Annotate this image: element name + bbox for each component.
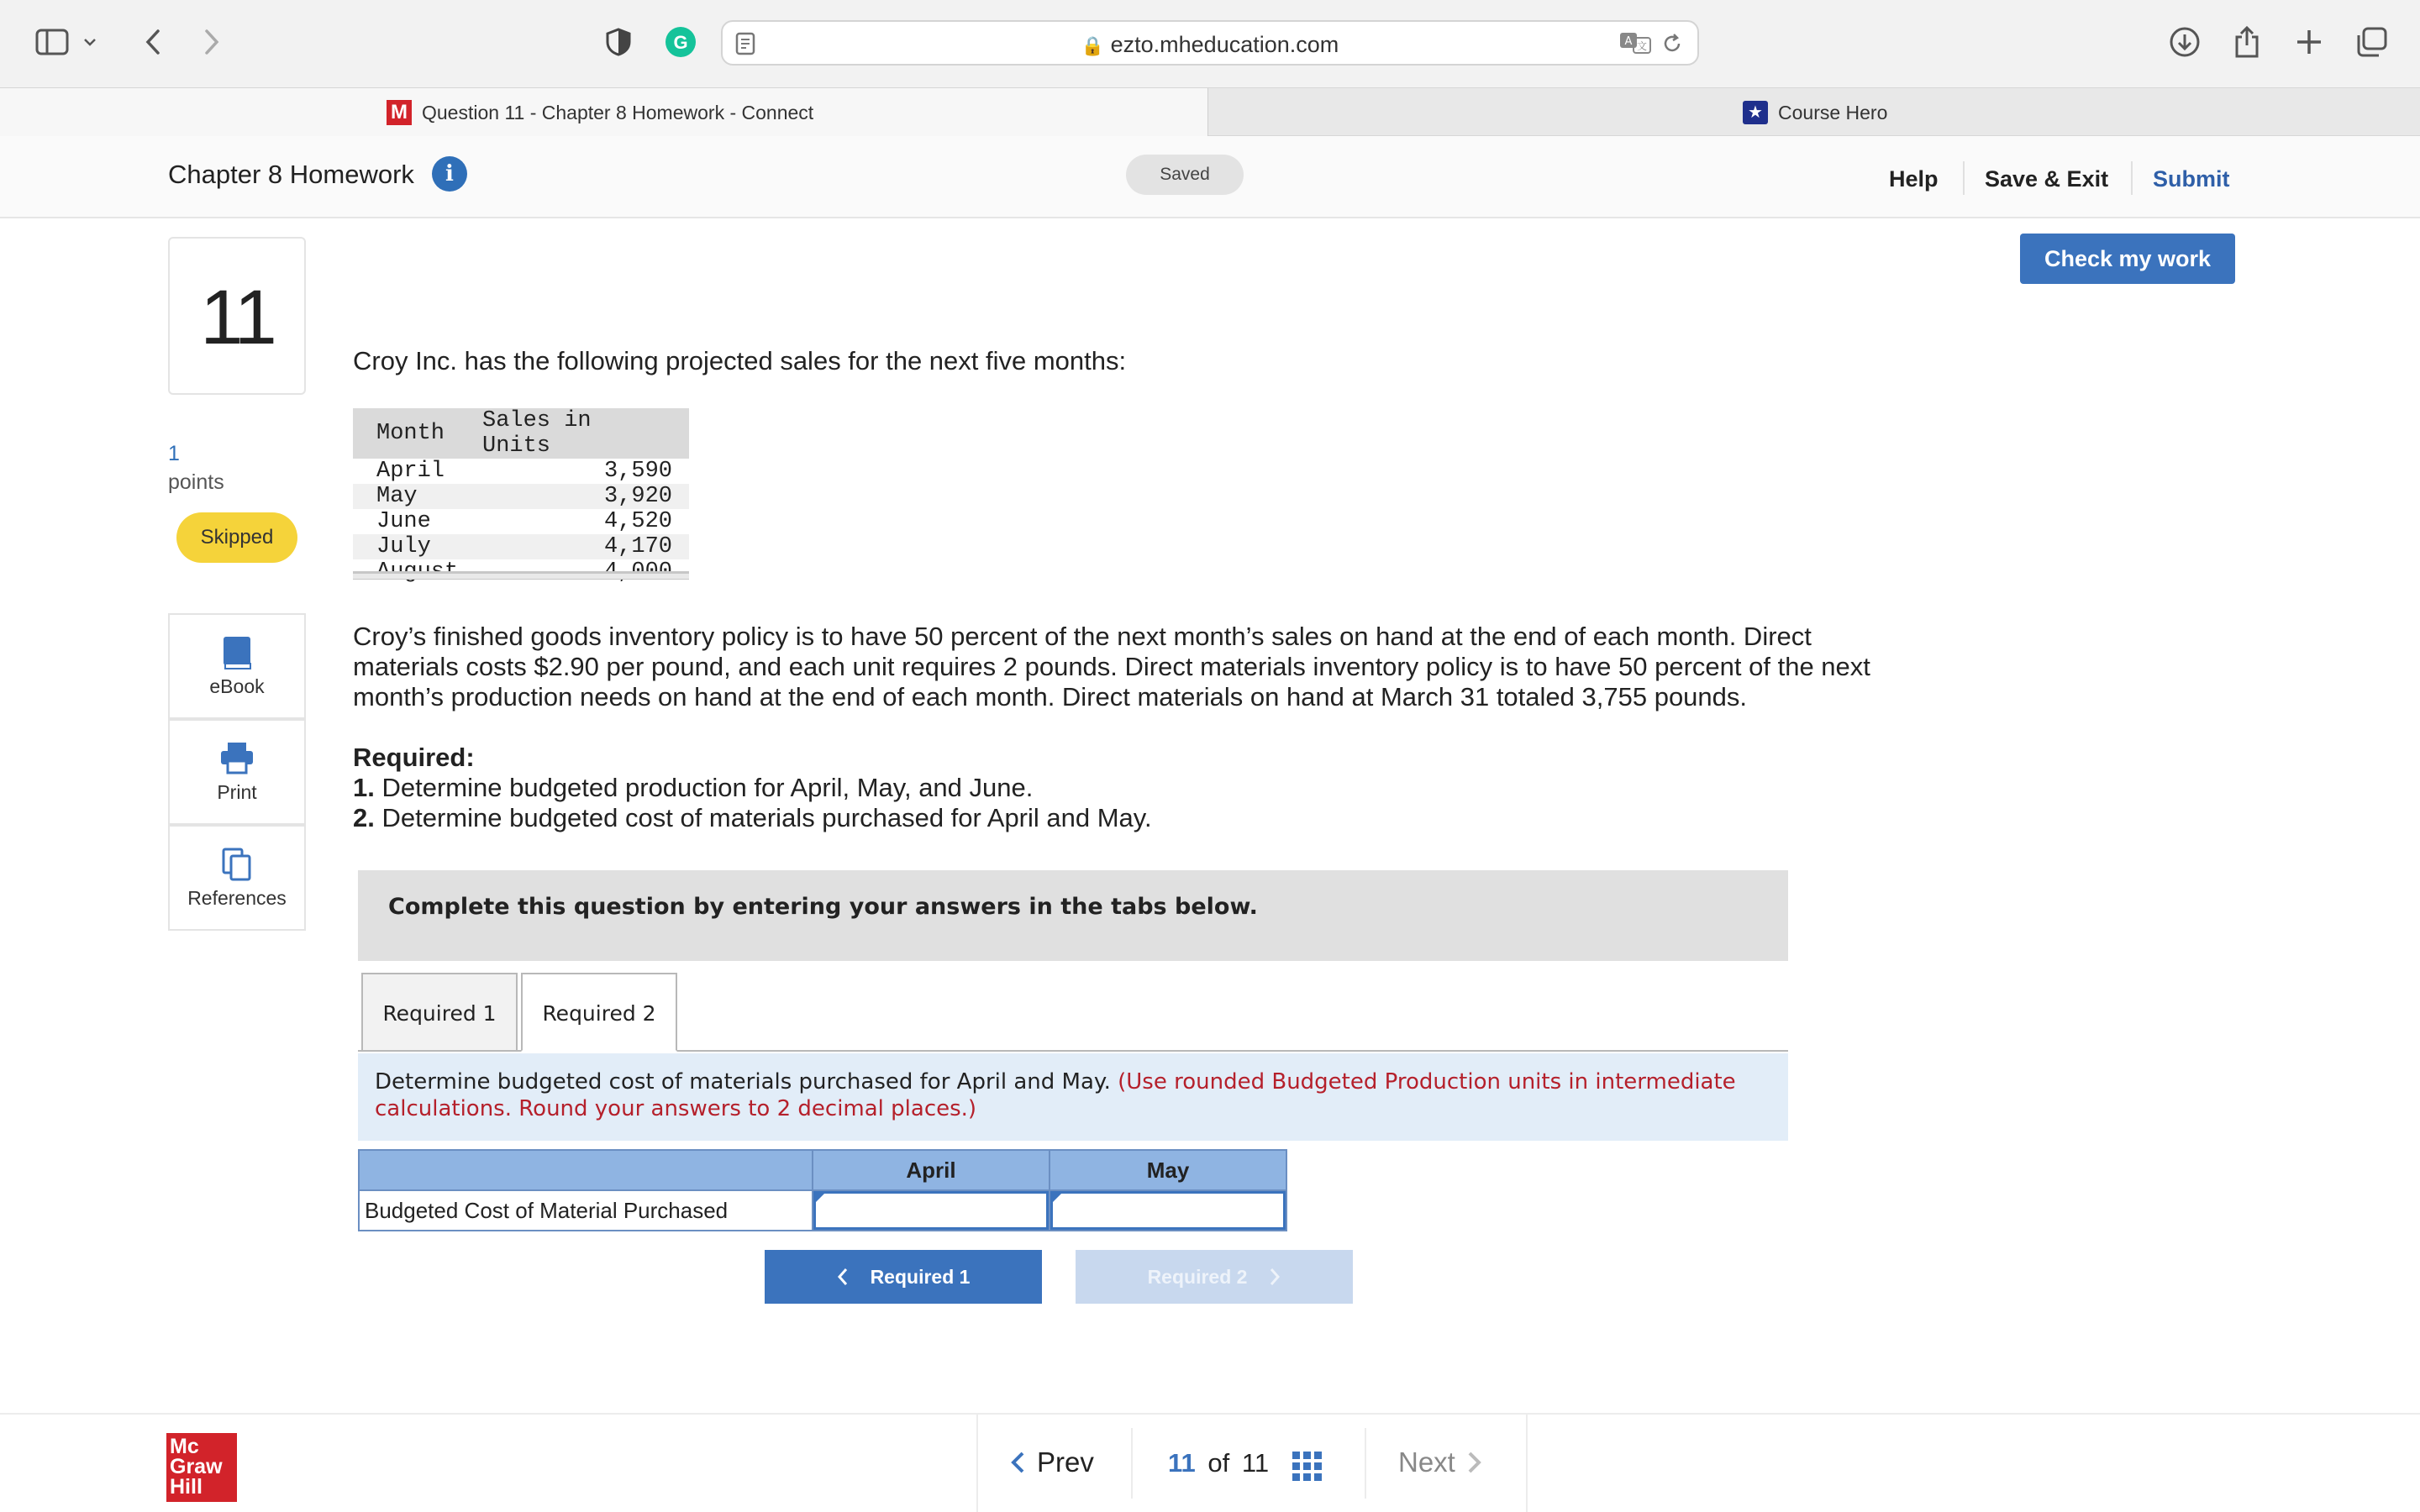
tab-required-2[interactable]: Required 2 <box>521 973 677 1052</box>
april-cell <box>813 1190 1050 1231</box>
required-text: Determine budgeted production for April, May, and June. <box>381 773 1034 802</box>
next-label: Next <box>1398 1446 1455 1478</box>
sales-table-header <box>353 408 689 459</box>
mcgraw-hill-logo <box>166 1433 237 1502</box>
required-item-2 <box>353 803 1152 833</box>
units-cell: 4,170 <box>479 534 689 559</box>
instruction-text <box>375 1068 1770 1122</box>
month-cell: July <box>353 534 479 559</box>
svg-text:A: A <box>1624 35 1633 48</box>
tab-title-course-hero: Course Hero <box>1778 102 1888 123</box>
info-icon[interactable]: i <box>432 156 467 192</box>
translate-icon[interactable] <box>1618 30 1652 60</box>
units-cell: 3,590 <box>603 459 672 484</box>
question-pager <box>976 1415 1528 1512</box>
month-header: Month <box>353 408 479 459</box>
question-count <box>1168 1448 1269 1478</box>
month-cell: May <box>353 484 479 509</box>
save-exit-link[interactable]: Save & Exit <box>1985 166 2109 192</box>
privacy-shield-icon[interactable] <box>598 22 639 62</box>
lock-icon: 🔒 <box>1081 35 1105 56</box>
submit-link[interactable]: Submit <box>2153 166 2230 192</box>
row-label-header <box>359 1150 813 1190</box>
month-cell: April <box>376 459 445 484</box>
share-icon[interactable] <box>2227 22 2267 62</box>
prev-question-button[interactable] <box>1010 1446 1094 1478</box>
grammarly-extension-icon[interactable] <box>660 22 701 62</box>
logo-line: Mc <box>170 1435 199 1458</box>
downloads-icon[interactable] <box>2165 22 2205 62</box>
browser-tab-bar <box>0 87 2420 136</box>
banner-text: Complete this question by entering your answers in the tabs below. <box>388 894 1258 920</box>
instruction-main: Determine budgeted cost of materials purchased for April and May. <box>375 1069 1118 1095</box>
sidebar-toggle-icon[interactable] <box>32 22 72 62</box>
table-row <box>353 484 689 509</box>
chevron-right-icon <box>1269 1268 1281 1286</box>
required-item-1 <box>353 773 1033 803</box>
sales-units-header: Sales in Units <box>479 408 689 459</box>
header-divider <box>2131 161 2133 195</box>
instruction-note: (Use rounded Budgeted Production units in intermediate calculations. Round your answers to 2 decimal places.) <box>375 1069 1736 1121</box>
tab-connect[interactable] <box>0 88 1208 137</box>
april-answer-input[interactable] <box>813 1191 1049 1230</box>
table-row <box>353 509 689 534</box>
answer-table <box>358 1149 1287 1231</box>
required-text: Determine budgeted cost of materials purchased for April and May. <box>381 803 1152 832</box>
table-row <box>359 1190 1286 1231</box>
mcgraw-favicon-icon: M <box>387 100 412 125</box>
question-number-box <box>168 237 306 395</box>
april-header: April <box>813 1150 1050 1190</box>
check-my-work-button[interactable]: Check my work <box>2020 234 2235 284</box>
prev-label: Prev <box>1037 1446 1094 1478</box>
ebook-button[interactable] <box>168 613 306 719</box>
required-num: 2. <box>353 803 375 832</box>
question-intro: Croy Inc. has the following projected sales for the next five months: <box>353 346 1127 375</box>
print-label: Print <box>217 781 257 803</box>
chevron-right-icon <box>1467 1451 1482 1474</box>
of-label: of <box>1207 1448 1230 1478</box>
table-row <box>353 459 689 484</box>
new-tab-icon[interactable] <box>2289 22 2329 62</box>
logo-line: Hill <box>170 1475 203 1499</box>
svg-text:G: G <box>673 32 688 53</box>
references-label: References <box>187 887 287 909</box>
print-button[interactable] <box>168 719 306 825</box>
printer-icon <box>170 741 304 778</box>
previous-tab-label: Required 1 <box>870 1265 971 1288</box>
instructions-banner <box>358 870 1788 961</box>
row-label: Budgeted Cost of Material Purchased <box>359 1190 813 1231</box>
reload-icon[interactable] <box>1660 32 1684 60</box>
policy-text-line: materials costs $2.90 per pound, and each unit requires 2 pounds. Direct materials inventory policy is to have 50 percent of the next <box>353 652 1870 681</box>
pager-divider <box>1365 1428 1366 1499</box>
next-tab-label: Required 2 <box>1147 1265 1248 1288</box>
total-questions: 11 <box>1241 1448 1270 1478</box>
header-divider <box>1963 161 1965 195</box>
answer-table-header <box>359 1150 1286 1190</box>
may-answer-input[interactable] <box>1050 1191 1286 1230</box>
units-cell: 3,920 <box>479 484 689 509</box>
tab-course-hero[interactable] <box>1208 88 2420 137</box>
points-value: 1 <box>168 442 180 465</box>
back-icon[interactable] <box>133 22 173 62</box>
pager-divider <box>1131 1428 1133 1499</box>
required-heading: Required: <box>353 743 475 772</box>
policy-text-line: Croy’s finished goods inventory policy is to have 50 percent of the next month’s sales on hand at the end of each month. Direct <box>353 622 1812 651</box>
tab-title-connect: Question 11 - Chapter 8 Homework - Connect <box>422 102 814 123</box>
chevron-left-icon <box>1010 1451 1025 1474</box>
question-number: 11 <box>200 275 274 360</box>
forward-icon[interactable] <box>192 22 232 62</box>
assignment-header <box>0 136 2420 218</box>
book-icon <box>170 635 304 672</box>
help-link[interactable]: Help <box>1889 166 1939 192</box>
tab-instructions <box>358 1053 1788 1141</box>
documents-icon <box>170 847 304 884</box>
assignment-title: Chapter 8 Homework <box>168 160 414 189</box>
ebook-label: eBook <box>209 675 265 697</box>
browser-toolbar <box>0 0 2420 87</box>
chevron-left-icon <box>837 1268 849 1286</box>
skipped-status-badge: Skipped <box>176 512 297 563</box>
next-question-button[interactable] <box>1398 1446 1482 1478</box>
may-cell <box>1050 1190 1286 1231</box>
question-grid-icon[interactable] <box>1292 1452 1323 1482</box>
tab-required-1[interactable]: Required 1 <box>361 973 518 1052</box>
units-cell: 4,520 <box>603 509 672 534</box>
sales-table <box>353 408 689 585</box>
references-button[interactable] <box>168 825 306 931</box>
table-row <box>353 534 689 559</box>
tab-overview-icon[interactable] <box>2351 22 2391 62</box>
address-bar[interactable] <box>721 20 1699 66</box>
points-label: points <box>168 470 224 494</box>
required-num: 1. <box>353 773 375 802</box>
policy-text-line: month’s production needs on hand at the end of each month. Direct materials on hand at March 31 totaled 3,755 pounds. <box>353 682 1748 711</box>
saved-status-badge: Saved <box>1126 155 1244 195</box>
svg-text:文: 文 <box>1636 40 1648 52</box>
course-hero-favicon-icon: ★ <box>1743 101 1768 124</box>
current-question: 11 <box>1168 1448 1196 1478</box>
url-display <box>723 32 1697 58</box>
footer <box>0 1413 2420 1512</box>
url-text: ezto.mheducation.com <box>1110 32 1339 57</box>
previous-tab-button[interactable] <box>765 1250 1042 1304</box>
chevron-down-icon[interactable] <box>77 22 103 62</box>
logo-line: Graw <box>170 1455 223 1478</box>
next-tab-button[interactable] <box>1076 1250 1353 1304</box>
table-scroll-bar <box>353 571 689 580</box>
may-header: May <box>1050 1150 1286 1190</box>
month-cell: June <box>376 509 431 534</box>
